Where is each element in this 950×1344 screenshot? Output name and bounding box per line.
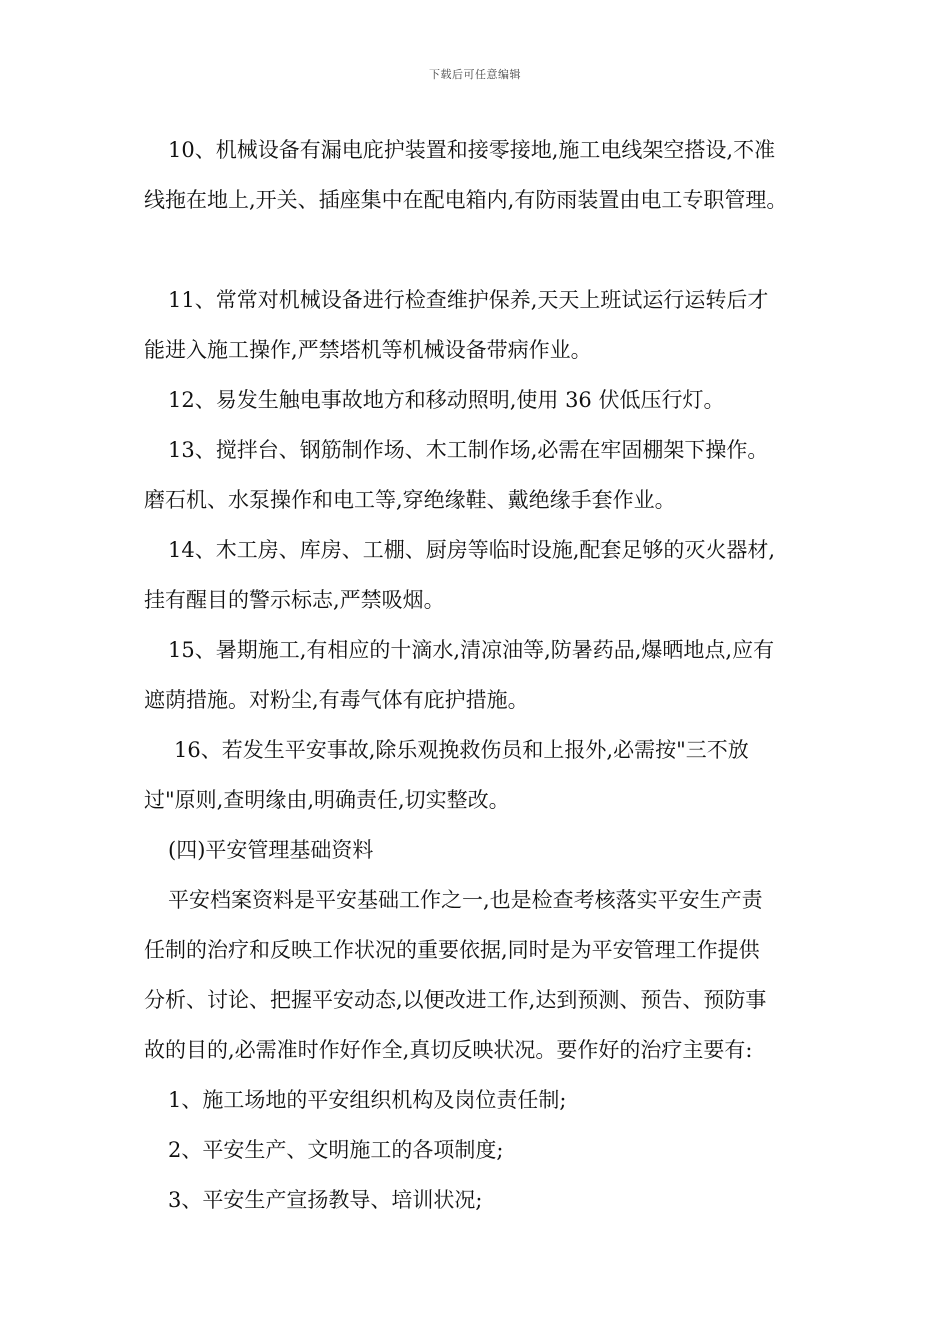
- paragraph-line: 13、搅拌台、钢筋制作场、木工制作场,必需在牢固棚架下操作。: [168, 438, 769, 462]
- paragraph-line: 10、机械设备有漏电庇护装置和接零接地,施工电线架空搭设,不准: [168, 138, 776, 162]
- paragraph-line: 故的目的,必需准时作好作全,真切反映状况。要作好的治疗主要有:: [144, 1038, 753, 1062]
- list-item: 3、平安生产宣扬教导、培训状况;: [168, 1188, 483, 1212]
- paragraph-line: 16、若发生平安事故,除乐观挽救伤员和上报外,必需按"三不放: [174, 738, 749, 762]
- paragraph-line: 15、暑期施工,有相应的十滴水,清凉油等,防暑药品,爆晒地点,应有: [168, 638, 775, 662]
- paragraph-line: 平安档案资料是平安基础工作之一,也是检查考核落实平安生产责: [168, 888, 763, 912]
- list-item: 1、施工场地的平安组织机构及岗位责任制;: [168, 1088, 567, 1112]
- paragraph-line: 12、易发生触电事故地方和移动照明,使用 36 伏低压行灯。: [168, 388, 725, 412]
- paragraph-line: 任制的治疗和反映工作状况的重要依据,同时是为平安管理工作提供: [144, 938, 760, 962]
- paragraph-line: 线拖在地上,开关、插座集中在配电箱内,有防雨装置由电工专职管理。: [144, 188, 788, 212]
- paragraph-line: 过"原则,查明缘由,明确责任,切实整改。: [144, 788, 510, 812]
- paragraph-line: 遮荫措施。对粉尘,有毒气体有庇护措施。: [144, 688, 529, 712]
- list-item: 2、平安生产、文明施工的各项制度;: [168, 1138, 504, 1162]
- paragraph-line: 挂有醒目的警示标志,严禁吸烟。: [144, 588, 445, 612]
- paragraph-line: 磨石机、水泵操作和电工等,穿绝缘鞋、戴绝缘手套作业。: [144, 488, 676, 512]
- page-header: 下载后可任意编辑: [429, 68, 521, 81]
- paragraph-line: 分析、讨论、把握平安动态,以便改进工作,达到预测、预告、预防事: [144, 988, 767, 1012]
- paragraph-line: 11、常常对机械设备进行检查维护保养,天天上班试运行运转后才: [168, 288, 769, 312]
- section-heading: (四)平安管理基础资料: [168, 838, 374, 862]
- paragraph-line: 14、木工房、库房、工棚、厨房等临时设施,配套足够的灭火器材,: [168, 538, 776, 562]
- paragraph-line: 能进入施工操作,严禁塔机等机械设备带病作业。: [144, 338, 592, 362]
